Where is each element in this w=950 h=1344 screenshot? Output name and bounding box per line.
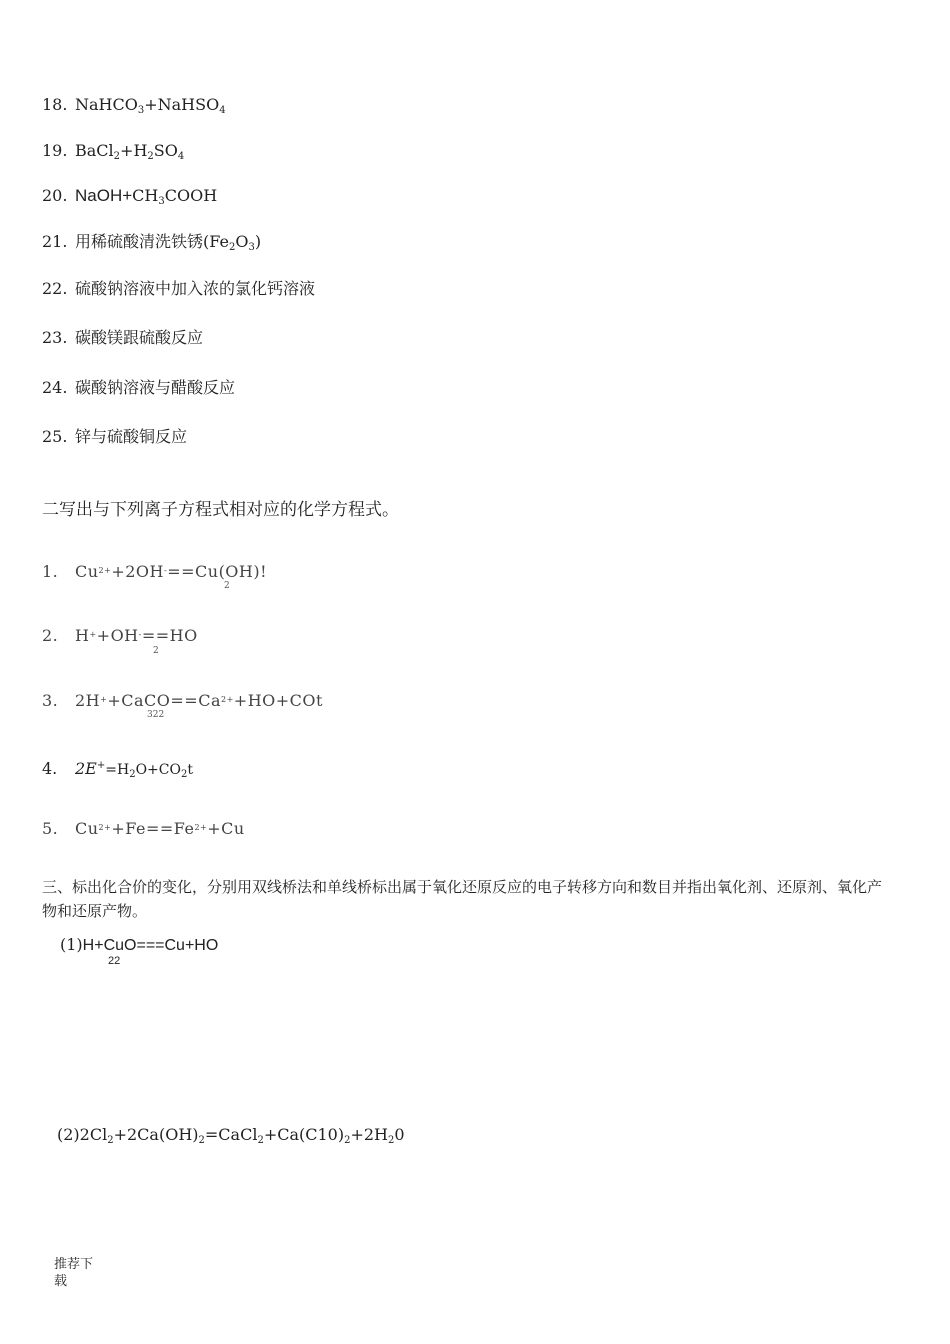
superscript: +: [100, 695, 108, 704]
item-number: 4.: [42, 759, 58, 778]
item-number: 22.: [42, 279, 68, 298]
ion-eq-5: [42, 818, 245, 839]
formula-part: 2Cl: [79, 1125, 108, 1144]
formula-part: +2OH: [111, 562, 164, 581]
superscript: +: [96, 760, 106, 771]
footer-note: 推荐下载: [54, 1257, 94, 1289]
item-number: 20.: [42, 186, 68, 205]
formula-part: +Ca(C10): [263, 1125, 345, 1144]
section3-paragraph: 三、标出化合价的变化，分别用双线桥法和单线桥标出属于氧化还原反应的电子转移方向和数目并指出氧化剂、还原剂、氧化产物和还原产物。: [42, 878, 883, 920]
item-number: 23.: [42, 328, 68, 347]
formula-text: H+CuO===Cu+HO: [82, 937, 219, 954]
formula-part: SO: [153, 141, 178, 160]
subscript: 2: [129, 769, 136, 780]
item-23: [42, 328, 203, 348]
formula-part: +NaHSO: [144, 95, 220, 114]
section2-heading: 二写出与下列离子方程式相对应的化学方程式。: [42, 500, 399, 520]
item-number: 24.: [42, 378, 68, 397]
formula-part: Cu: [75, 562, 99, 581]
item-number: 1.: [42, 562, 59, 581]
item-19: [42, 141, 184, 161]
ion-eq-1: [42, 561, 267, 582]
subscript: 2: [257, 1135, 264, 1146]
stray-subscript: 322: [147, 710, 165, 720]
formula-part: 0: [394, 1125, 405, 1144]
item-number: 18.: [42, 95, 68, 114]
superscript: +: [89, 630, 97, 639]
formula-part: +OH: [96, 626, 139, 645]
subscript: 2: [107, 1135, 114, 1146]
item-text: 硫酸钠溶液中加入浓的氯化钙溶液: [75, 279, 316, 298]
formula-part: ==Cu(OH)!: [167, 562, 268, 581]
ion-eq-4: [42, 759, 193, 780]
formula-part: +Fe==Fe: [111, 819, 195, 838]
superscript: 2+: [98, 566, 112, 575]
formula-part: Cu: [75, 819, 99, 838]
formula-part: +CaCO==Ca: [107, 691, 221, 710]
superscript: 2+: [220, 695, 234, 704]
item-number: 2.: [42, 626, 59, 645]
stray-subscript: 2: [224, 581, 230, 591]
formula-part: NaOH+: [75, 186, 133, 205]
item-number: 21.: [42, 232, 68, 251]
item-text: 碳酸镁跟硫酸反应: [75, 328, 204, 347]
formula-part: 2H: [75, 691, 101, 710]
eq-label: (2): [57, 1125, 80, 1144]
item-number: 25.: [42, 427, 68, 446]
stray-subscript: 22: [108, 955, 121, 967]
formula-part: 用稀硫酸清洗铁锈(Fe: [75, 232, 229, 251]
subscript: 2: [228, 242, 236, 253]
formula-part: t: [187, 762, 193, 778]
formula-part: ): [254, 232, 262, 251]
item-number: 5.: [42, 819, 59, 838]
item-24: [42, 378, 235, 398]
subscript: 3: [248, 242, 255, 253]
formula-part: CH: [132, 186, 159, 205]
formula-part: ==HO: [141, 626, 198, 645]
item-22: [42, 279, 315, 299]
item-text: 锌与硫酸铜反应: [75, 427, 188, 446]
stray-subscript: 2: [153, 646, 159, 656]
subscript: 4: [219, 105, 226, 116]
formula-part: +2Ca(OH): [113, 1125, 199, 1144]
formula-part: +2H: [350, 1125, 389, 1144]
superscript: 2+: [98, 823, 112, 832]
item-20: [42, 186, 217, 206]
formula-part: O+CO: [135, 762, 181, 778]
item-number: 3.: [42, 691, 59, 710]
formula-part: +Cu: [207, 819, 245, 838]
ion-eq-3: [42, 690, 323, 711]
redox-eq-1: [60, 935, 218, 956]
subscript: 2: [198, 1135, 205, 1146]
subscript: 4: [177, 151, 185, 162]
item-21: [42, 232, 261, 252]
superscript: -: [138, 630, 142, 639]
redox-eq-2: [57, 1125, 405, 1145]
superscript: 2+: [194, 823, 208, 832]
subscript: 3: [137, 105, 145, 116]
formula-part: NaHCO: [75, 95, 138, 114]
item-18: [42, 95, 226, 115]
subscript: 2: [388, 1135, 395, 1146]
formula-part: BaCl: [75, 141, 114, 160]
subscript: 2: [113, 151, 121, 162]
formula-part: +HO+COt: [233, 691, 323, 710]
item-25: [42, 427, 187, 447]
subscript: 3: [158, 196, 165, 207]
subscript: 2: [344, 1135, 351, 1146]
formula-part: O: [235, 232, 249, 251]
formula-part: 2E: [75, 759, 97, 778]
item-number: 19.: [42, 141, 68, 160]
superscript: -: [164, 566, 168, 575]
ion-eq-2: [42, 625, 198, 646]
subscript: 2: [180, 769, 188, 780]
formula-part: =CaCl: [204, 1125, 258, 1144]
item-text: 碳酸钠溶液与醋酸反应: [75, 378, 236, 397]
subscript: 2: [147, 151, 154, 162]
formula-part: =H: [105, 762, 130, 778]
formula-part: COOH: [164, 186, 218, 205]
eq-label: (1): [60, 935, 83, 954]
formula-part: +H: [120, 141, 148, 160]
formula-part: H: [75, 626, 90, 645]
